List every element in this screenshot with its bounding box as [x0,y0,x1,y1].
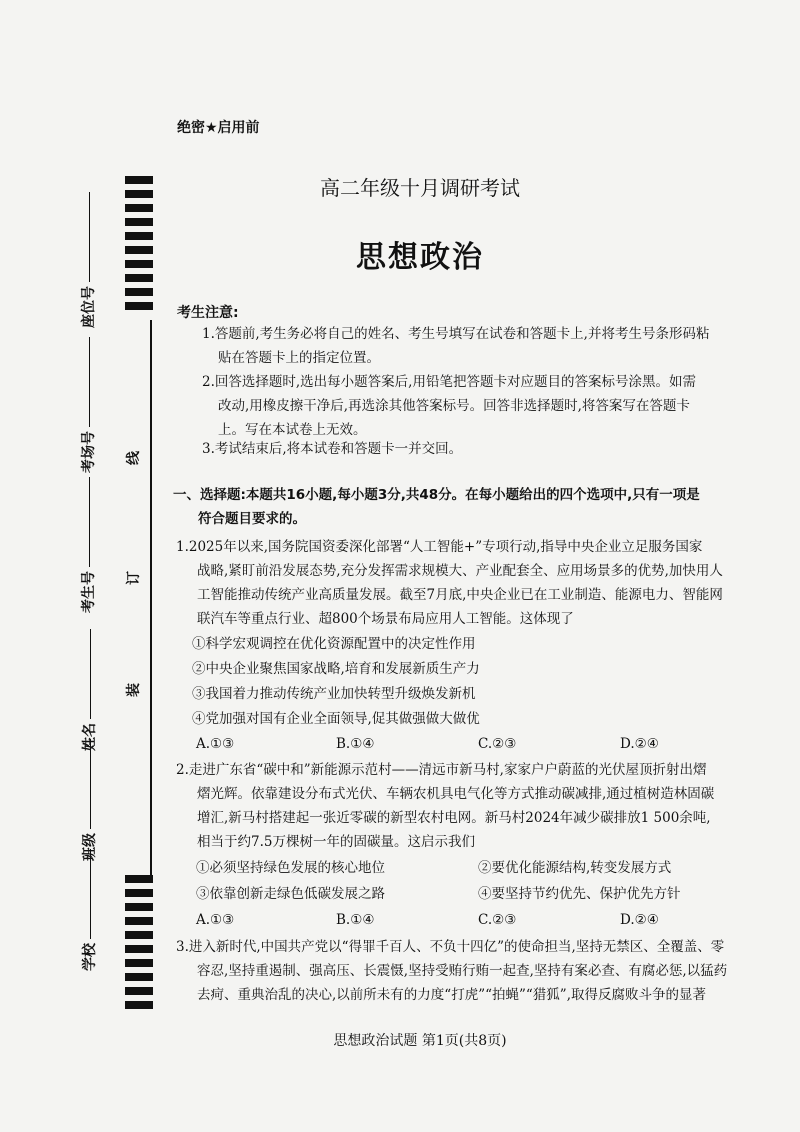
notice-line: 上。写在本试卷上无效。 [218,422,367,438]
option-a: A.①③ [196,736,235,752]
seat-number-field: 座位号 [78,192,98,328]
exam-room-field: 考场号 [78,337,98,473]
page-footer: 思想政治试题 第1页(共8页) [333,1033,507,1049]
notice-title: 考生注意: [177,305,239,321]
question-text: 联汽车等重点行业、超800个场景布局应用人工智能。这体现了 [197,611,574,627]
statement: ④要坚持节约优先、保护优先方针 [478,886,681,902]
question-text: 去疴、重典治乱的决心,以前所未有的力度“打虎”“拍蝇”“猎狐”,取得反腐败斗争的显著 [197,987,706,1003]
question-text: 熠光辉。依靠建设分布式光伏、车辆农机具电气化等方式推动碳减排,通过植树造林固碳 [197,786,715,802]
notice-line: 贴在答题卡上的指定位置。 [218,350,380,366]
question-text: 2.走进广东省“碳中和”新能源示范村——清远市新马村,家家户户蔚蓝的光伏屋顶折射出熠 [176,762,707,778]
statement: ②中央企业聚焦国家战略,培育和发展新质生产力 [192,661,480,677]
question-text: 1.2025年以来,国务院国资委深化部署“人工智能+”专项行动,指导中央企业立足服务国家 [176,539,703,555]
notice-line: 改动,用橡皮擦干净后,再选涂其他答案标号。回答非选择题时,将答案写在答题卡 [218,398,690,414]
option-a: A.①③ [196,912,235,928]
question-text: 容忍,坚持重遏制、强高压、长震慑,坚持受贿行贿一起查,坚持有案必查、有腐必惩,以猛药 [197,963,728,979]
statement: ③依靠创新走绿色低碳发展之路 [196,886,385,902]
subject-title: 思想政治 [356,240,484,275]
name-field: 姓名 [79,629,99,751]
section-heading: 一、选择题:本题共16小题,每小题3分,共48分。在每小题给出的四个选项中,只有一项是 [173,487,700,503]
binding-char-line: 线 [126,451,142,465]
option-c: C.②③ [478,736,517,752]
notice-line: 2.回答选择题时,选出每小题答案后,用铅笔把答题卡对应题目的答案标号涂黑。如需 [202,374,696,390]
notice-line: 1.答题前,考生务必将自己的姓名、考生号填写在试卷和答题卡上,并将考生号条形码粘 [202,326,710,342]
statement: ②要优化能源结构,转变发展方式 [478,860,672,876]
option-d: D.②④ [620,736,659,752]
statement: ③我国着力推动传统产业加快转型升级焕发新机 [192,686,476,702]
statement: ①科学宏观调控在优化资源配置中的决定性作用 [192,636,476,652]
question-text: 3.进入新时代,中国共产党以“得罪千百人、不负十四亿”的使命担当,坚持无禁区、全覆盖、零 [176,939,725,955]
option-b: B.①④ [336,736,375,752]
question-text: 增汇,新马村搭建起一张近零碳的新型农村电网。新马村2024年减少碳排放1 500余吨, [197,810,711,826]
school-field: 学校 [79,849,99,971]
statement: ①必须坚持绿色发展的核心地位 [196,860,385,876]
statement: ④党加强对国有企业全面领导,促其做强做大做优 [192,711,480,727]
class-field: 班级 [79,739,99,861]
option-d: D.②④ [620,912,659,928]
candidate-number-field: 考生号 [78,477,98,613]
option-b: B.①④ [336,912,375,928]
option-c: C.②③ [478,912,517,928]
confidential-mark: 绝密★启用前 [177,120,260,136]
exam-title: 高二年级十月调研考试 [320,176,520,200]
question-text: 相当于约7.5万棵树一年的固碳量。这启示我们 [197,834,475,850]
notice-line: 3.考试结束后,将本试卷和答题卡一并交回。 [202,441,463,457]
question-text: 工智能推动传统产业高质量发展。截至7月底,中央企业已在工业制造、能源电力、智能网 [197,587,723,603]
section-heading-cont: 符合题目要求的。 [198,511,306,527]
binding-char-mount: 装 [126,683,142,697]
binding-char-bind: 订 [126,571,142,585]
question-text: 战略,紧盯前沿发展态势,充分发挥需求规模大、产业配套全、应用场景多的优势,加快用人 [197,563,723,579]
